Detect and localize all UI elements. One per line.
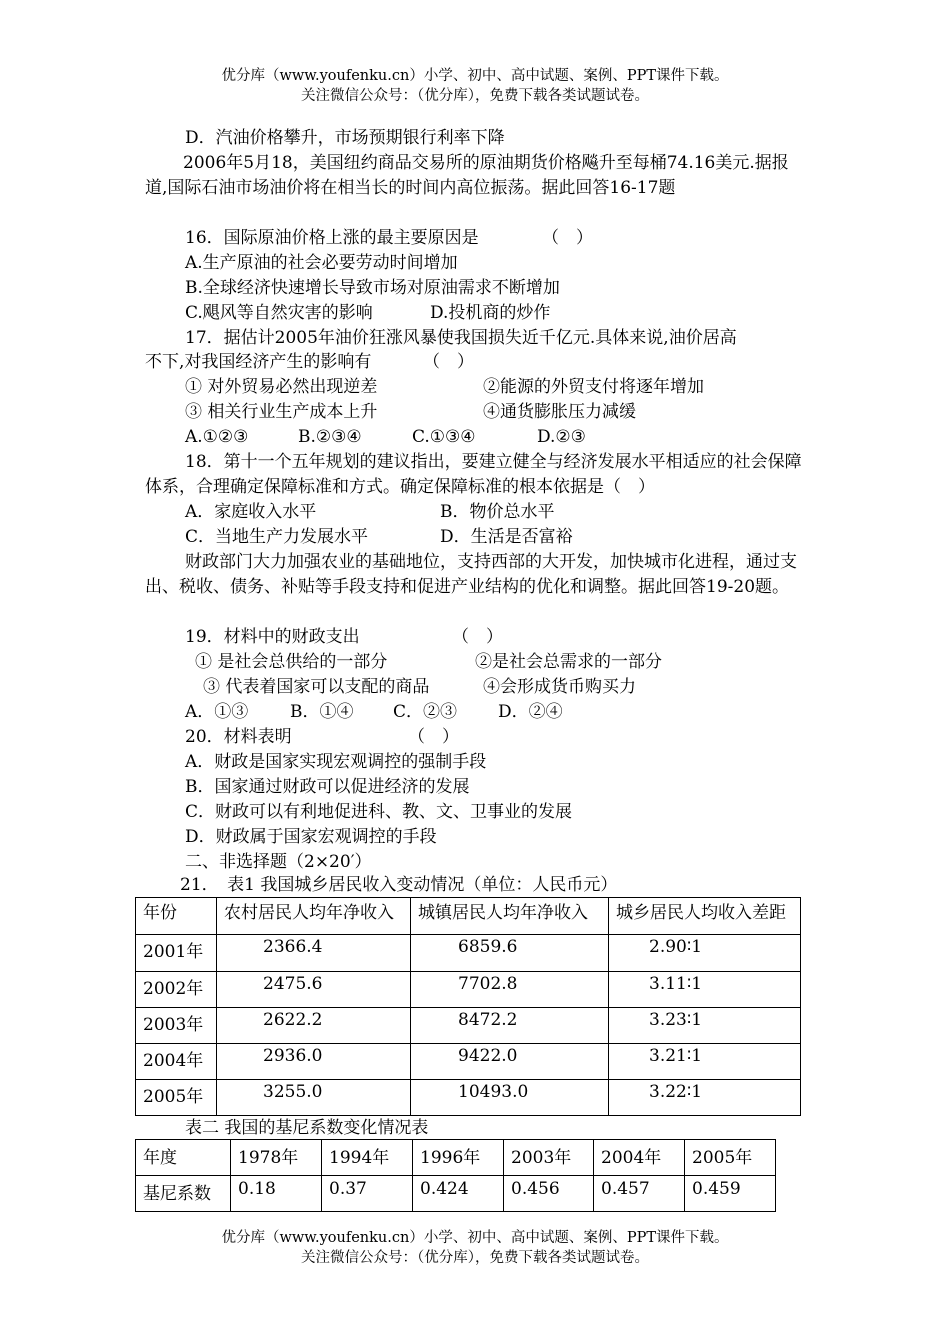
q18-stem: 18．第十一个五年规划的建议指出，要建立健全与经济发展水平相适应的社会保障体系，合理确定保障标准和方式。确定保障标准的根本依据是（ ） xyxy=(145,452,802,497)
q19-statement-2: ②是社会总需求的一部分 xyxy=(475,652,662,672)
table-2 xyxy=(135,1139,776,1212)
q20-option-b: B．国家通过财政可以促进经济的发展 xyxy=(185,777,470,797)
q17-statement-4: ④通货膨胀压力减缓 xyxy=(483,402,636,422)
table-1-header-cell: 农村居民人均年净收入 xyxy=(217,898,411,935)
table-2-header-cell: 1996年 xyxy=(413,1140,504,1176)
table-cell: 8472.2 xyxy=(411,1008,609,1044)
q18-option-c: C．当地生产力发展水平 xyxy=(185,527,369,547)
q18-option-d: D．生活是否富裕 xyxy=(440,527,573,547)
q19-option-a: A．①③ xyxy=(185,702,249,722)
q17-option-d: D.②③ xyxy=(537,427,586,447)
table-1-header-cell: 年份 xyxy=(136,898,217,935)
table-cell: 7702.8 xyxy=(411,972,609,1008)
table-cell: 2004年 xyxy=(136,1044,217,1080)
q15-option-d: D．汽油价格攀升，市场预期银行利率下降 xyxy=(185,128,505,148)
table-cell: 2366.4 xyxy=(217,935,411,972)
table-1-header-cell: 城镇居民人均年净收入 xyxy=(411,898,609,935)
table-2-title: 表二 我国的基尼系数变化情况表 xyxy=(185,1118,429,1138)
table-row xyxy=(136,1176,776,1212)
table-cell: 3.11∶1 xyxy=(609,972,801,1008)
q19-option-d: D．②④ xyxy=(498,702,563,722)
table-cell: 0.459 xyxy=(685,1176,776,1212)
table-cell: 0.37 xyxy=(322,1176,413,1212)
table-cell: 2475.6 xyxy=(217,972,411,1008)
table-cell: 3.21∶1 xyxy=(609,1044,801,1080)
q19-option-c: C．②③ xyxy=(393,702,458,722)
table-row xyxy=(136,1008,801,1044)
table-cell: 10493.0 xyxy=(411,1080,609,1116)
table-cell: 2002年 xyxy=(136,972,217,1008)
table-2-header-cell: 年度 xyxy=(136,1140,231,1176)
q21-title: 21． 表1 我国城乡居民收入变动情况（单位：人民币元） xyxy=(180,875,618,895)
q20-paren: （ ） xyxy=(408,727,459,747)
q16-option-b: B.全球经济快速增长导致市场对原油需求不断增加 xyxy=(185,278,560,298)
passage-1: 2006年5月18，美国纽约商品交易所的原油期货价格飚升至每桶74.16美元.据报道,国际石油市场油价将在相当长的时间内高位振荡。据此回答16-17题 xyxy=(145,153,789,198)
footer-line-1: 优分库（www.youfenku.cn）小学、初中、高中试题、案例、PPT课件下载。 xyxy=(221,1230,729,1246)
q16-option-c: C.飓风等自然灾害的影响 xyxy=(185,303,373,323)
table-cell: 2003年 xyxy=(136,1008,217,1044)
header-line-1: 优分库（www.youfenku.cn）小学、初中、高中试题、案例、PPT课件下载。 xyxy=(221,68,729,84)
q19-stem: 19．材料中的财政支出 xyxy=(185,627,360,647)
q17-statement-1: ① 对外贸易必然出现逆差 xyxy=(185,377,378,397)
footer-line-2: 关注微信公众号：（优分库），免费下载各类试题试卷。 xyxy=(301,1250,649,1266)
table-cell: 0.18 xyxy=(231,1176,322,1212)
q18-option-a: A．家庭收入水平 xyxy=(185,502,317,522)
q17-stem-2: 不下,对我国经济产生的影响有 xyxy=(145,352,372,372)
q17-option-c: C.①③④ xyxy=(412,427,476,447)
section-2-title: 二、非选择题（2×20′） xyxy=(185,852,372,872)
table-cell: 0.456 xyxy=(504,1176,594,1212)
table-row xyxy=(136,1080,801,1116)
table-cell: 3.22∶1 xyxy=(609,1080,801,1116)
table-cell: 6859.6 xyxy=(411,935,609,972)
q17-option-b: B.②③④ xyxy=(298,427,362,447)
table-2-header-cell: 2004年 xyxy=(594,1140,685,1176)
q19-paren: （ ） xyxy=(452,627,503,647)
table-2-header-row xyxy=(136,1140,776,1176)
q16-stem: 16．国际原油价格上涨的最主要原因是 xyxy=(185,228,479,248)
q19-option-b: B．①④ xyxy=(290,702,354,722)
q17-stem-1: 17．据估计2005年油价狂涨风暴使我国损失近千亿元.具体来说,油价居高 xyxy=(185,328,737,348)
table-cell: 2001年 xyxy=(136,935,217,972)
q19-statement-4: ④会形成货币购买力 xyxy=(483,677,636,697)
table-cell: 基尼系数 xyxy=(136,1176,231,1212)
table-cell: 0.424 xyxy=(413,1176,504,1212)
table-1-header-cell: 城乡居民人均收入差距 xyxy=(609,898,801,935)
table-cell: 2005年 xyxy=(136,1080,217,1116)
table-cell: 2.90∶1 xyxy=(609,935,801,972)
table-2-header-cell: 2003年 xyxy=(504,1140,594,1176)
table-cell: 3.23∶1 xyxy=(609,1008,801,1044)
passage-2: 财政部门大力加强农业的基础地位，支持西部的大开发，加快城市化进程，通过支出、税收、债务、补贴等手段支持和促进产业结构的优化和调整。据此回答19-20题。 xyxy=(145,552,797,597)
q16-option-a: A.生产原油的社会必要劳动时间增加 xyxy=(185,253,458,273)
q19-statement-3: ③ 代表着国家可以支配的商品 xyxy=(203,677,430,697)
table-1 xyxy=(135,897,801,1116)
table-2-header-cell: 1978年 xyxy=(231,1140,322,1176)
q20-option-d: D．财政属于国家宏观调控的手段 xyxy=(185,827,437,847)
table-cell: 9422.0 xyxy=(411,1044,609,1080)
table-cell: 0.457 xyxy=(594,1176,685,1212)
q17-statement-3: ③ 相关行业生产成本上升 xyxy=(185,402,378,422)
q20-option-c: C．财政可以有利地促进科、教、文、卫事业的发展 xyxy=(185,802,573,822)
q20-option-a: A．财政是国家实现宏观调控的强制手段 xyxy=(185,752,487,772)
table-2-header-cell: 1994年 xyxy=(322,1140,413,1176)
table-1-header-row xyxy=(136,898,801,935)
q19-statement-1: ① 是社会总供给的一部分 xyxy=(195,652,388,672)
table-cell: 2622.2 xyxy=(217,1008,411,1044)
q16-option-d: D.投机商的炒作 xyxy=(430,303,551,323)
table-row xyxy=(136,935,801,972)
q16-paren: （ ） xyxy=(542,228,593,248)
q17-paren: （ ） xyxy=(423,352,474,372)
q17-option-a: A.①②③ xyxy=(185,427,249,447)
table-row xyxy=(136,972,801,1008)
table-2-header-cell: 2005年 xyxy=(685,1140,776,1176)
table-cell: 2936.0 xyxy=(217,1044,411,1080)
table-cell: 3255.0 xyxy=(217,1080,411,1116)
table-row xyxy=(136,1044,801,1080)
q17-statement-2: ②能源的外贸支付将逐年增加 xyxy=(483,377,704,397)
q18-option-b: B．物价总水平 xyxy=(440,502,555,522)
header-line-2: 关注微信公众号：（优分库），免费下载各类试题试卷。 xyxy=(301,88,649,104)
q20-stem: 20．材料表明 xyxy=(185,727,292,747)
